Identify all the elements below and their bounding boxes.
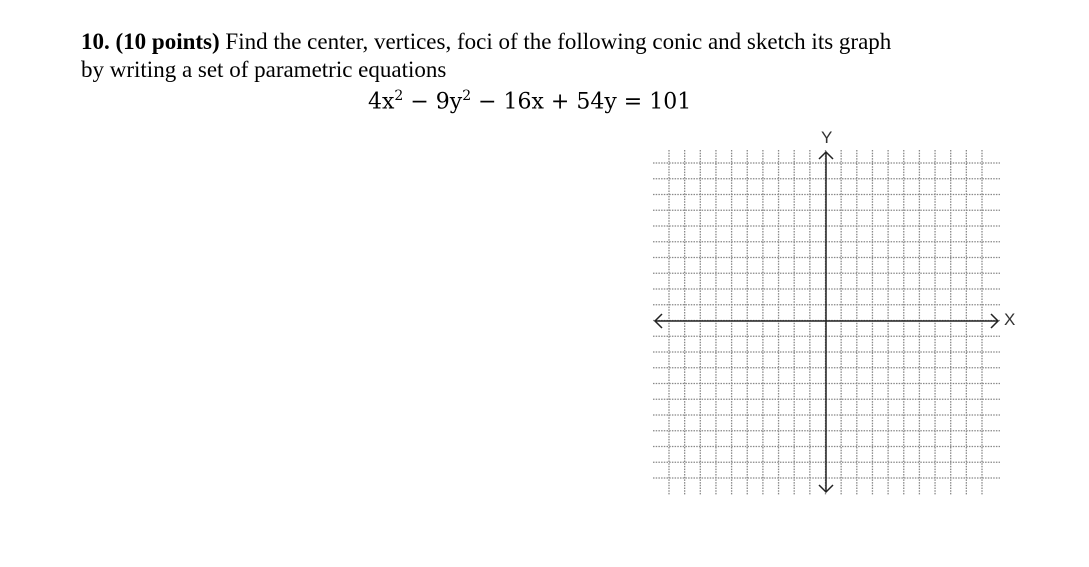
x-axis-label: X bbox=[1004, 310, 1016, 329]
eq-term: − 16x + 54y = 101 bbox=[471, 89, 692, 115]
eq-exp: 2 bbox=[394, 88, 404, 104]
question-line1: Find the center, vertices, foci of the following conic and sketch its graph bbox=[219, 29, 892, 54]
question-points: (10 points) bbox=[115, 29, 220, 54]
eq-term: 4x bbox=[368, 89, 395, 115]
question-number: 10. bbox=[81, 29, 110, 54]
y-axis-label: Y bbox=[821, 128, 833, 147]
eq-exp: 2 bbox=[462, 88, 472, 104]
question-line2: by writing a set of parametric equations bbox=[81, 57, 447, 82]
eq-term: − 9y bbox=[403, 89, 463, 115]
